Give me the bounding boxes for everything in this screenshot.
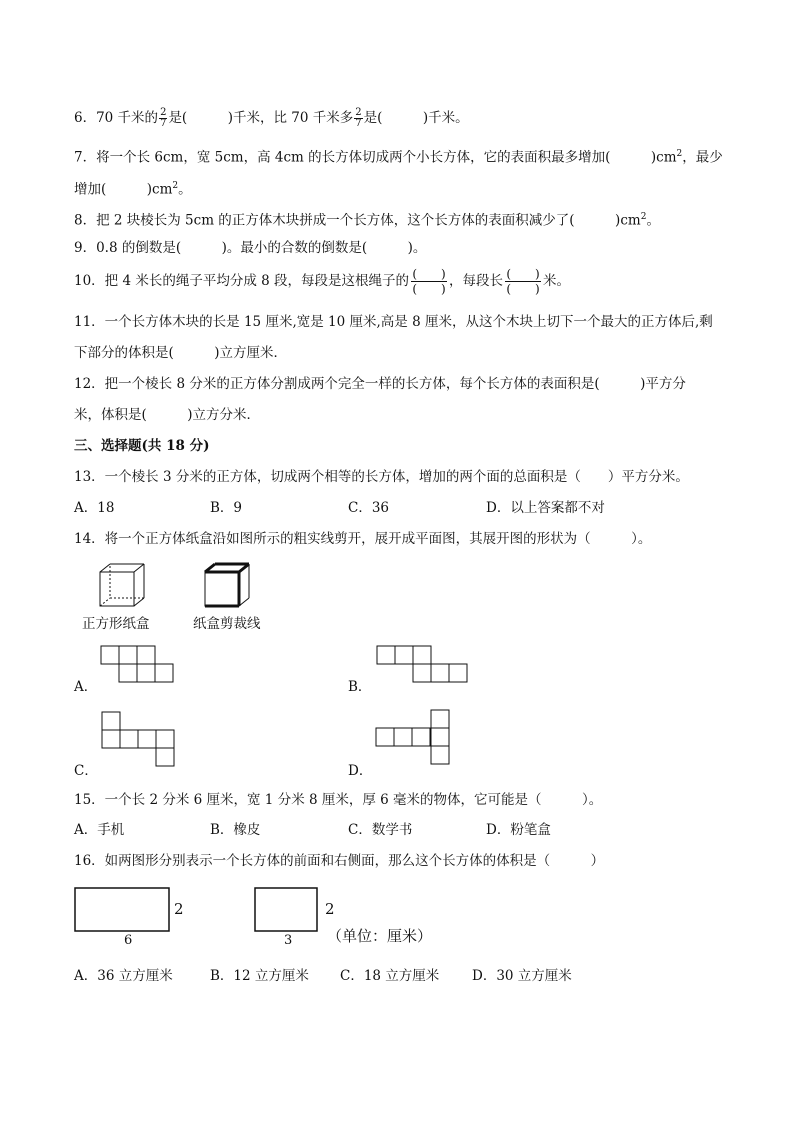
figure-caption: 正方形纸盒 bbox=[82, 616, 150, 632]
option-a: A．36 立方厘米 bbox=[74, 968, 173, 984]
net-option-d bbox=[375, 709, 455, 769]
blank-fraction: $\frac{( )}{( )}$ bbox=[412, 267, 446, 296]
option-b: B．12 立方厘米 bbox=[210, 968, 309, 984]
question-9: 9．0.8 的倒数是( )。最小的合数的倒数是( )。 bbox=[74, 240, 427, 256]
question-14: 14．将一个正方体纸盒沿如图所示的粗实线剪开，展开成平面图，其展开图的形状为（ ）。 bbox=[74, 531, 652, 547]
net-option-c bbox=[101, 711, 181, 771]
question-6: 6．70 千米的 $\frac{2}{7}$ 是( )千米，比 70 千米多 $\frac{2}{7}$ 是( )千米。 bbox=[74, 107, 469, 129]
question-15: 15．一个长 2 分米 6 厘米，宽 1 分米 8 厘米，厚 6 毫米的物体，它可能是（ ）。 bbox=[74, 792, 603, 808]
option-d: D．30 立方厘米 bbox=[472, 968, 572, 984]
question-13: 13．一个棱长 3 分米的正方体，切成两个相等的长方体，增加的两个面的总面积是（ ）平方分米。 bbox=[74, 469, 689, 485]
cut-lines-figure bbox=[203, 562, 253, 608]
option-b: B．橡皮 bbox=[210, 822, 261, 838]
question-7-line-2: 增加( )$cm^2$。 bbox=[74, 181, 192, 198]
option-c: C． bbox=[74, 763, 98, 779]
question-11-line-2: 下部分的体积是( )立方厘米． bbox=[74, 345, 288, 361]
question-11-line-1: 11．一个长方体木块的长是 15 厘米,宽是 10 厘米,高是 8 厘米，从这个木块上切下一个最大的正方体后,剩 bbox=[74, 314, 713, 330]
option-a: A．手机 bbox=[74, 822, 125, 838]
option-a: A． bbox=[74, 679, 98, 695]
option-d: D．粉笔盒 bbox=[486, 822, 551, 838]
cube-box-figure bbox=[98, 562, 148, 608]
dimension-label: 2 bbox=[325, 900, 335, 918]
unit-label: （单位：厘米） bbox=[327, 927, 433, 945]
option-b: B．9 bbox=[210, 500, 243, 516]
dimension-label: 2 bbox=[174, 900, 184, 918]
option-c: C．数学书 bbox=[348, 822, 413, 838]
option-b: B． bbox=[348, 679, 372, 695]
dimension-label: 6 bbox=[124, 933, 133, 948]
front-face-rectangle bbox=[74, 887, 174, 933]
net-option-b bbox=[376, 645, 476, 685]
option-d: D． bbox=[348, 763, 373, 779]
fraction: $\frac{2}{7}$ bbox=[355, 107, 362, 129]
question-8: 8．把 2 块棱长为 5cm 的正方体木块拼成一个长方体，这个长方体的表面积减少了( )$cm^2$。 bbox=[74, 212, 660, 229]
side-face-rectangle bbox=[254, 887, 320, 933]
option-c: C．18 立方厘米 bbox=[340, 968, 440, 984]
fraction: $\frac{2}{7}$ bbox=[160, 107, 167, 129]
question-16: 16．如两图形分别表示一个长方体的前面和右侧面，那么这个长方体的体积是（ ） bbox=[74, 853, 605, 869]
question-12-line-2: 米，体积是( )立方分米． bbox=[74, 407, 261, 423]
section-heading: 三、选择题(共 18 分) bbox=[74, 438, 210, 454]
option-d: D．以上答案都不对 bbox=[486, 500, 605, 516]
option-a: A．18 bbox=[74, 500, 115, 516]
dimension-label: 3 bbox=[284, 933, 293, 948]
question-10: 10．把 4 米长的绳子平均分成 8 段，每段是这根绳子的 $\frac{( )}{( )}$ ，每段长 $\frac{( )}{( )}$ 米。 bbox=[74, 267, 571, 296]
blank-fraction: $\frac{( )}{( )}$ bbox=[506, 267, 540, 296]
net-option-a bbox=[100, 645, 180, 685]
option-c: C．36 bbox=[348, 500, 390, 516]
question-7-line-1: 7．将一个长 6cm，宽 5cm，高 4cm 的长方体切成两个小长方体，它的表面积最多增加( )$cm^2$，最少 bbox=[74, 149, 723, 166]
figure-caption: 纸盒剪裁线 bbox=[193, 616, 261, 632]
question-12-line-1: 12．把一个棱长 8 分米的正方体分割成两个完全一样的长方体，每个长方体的表面积是( )平方分 bbox=[74, 376, 686, 392]
